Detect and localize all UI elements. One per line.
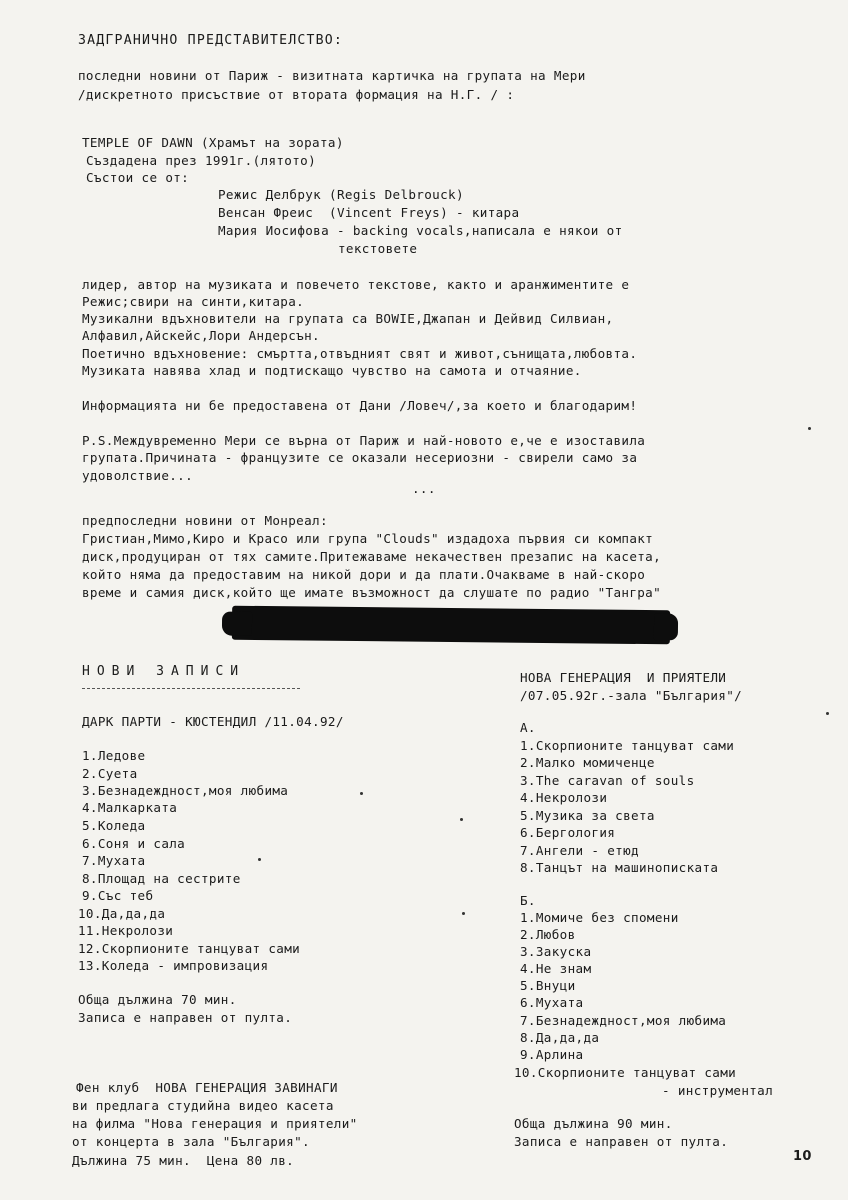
track-item: 5.Внуци <box>520 978 576 993</box>
record-length: Обща дължина 90 мин. <box>514 1116 673 1131</box>
track-item: 6.Мухата <box>520 995 584 1010</box>
track-item: 1.Скорпионите танцуват сами <box>520 738 735 753</box>
track-item: 10.Скорпионите танцуват сами <box>514 1065 737 1080</box>
band-member: Режис Делбрук (Regis Delbrouck) <box>218 187 464 202</box>
track-item: 1.Ледове <box>82 748 146 763</box>
detail-line: Алфавил,Айскейс,Лори Андерсън. <box>82 328 320 343</box>
band-name: TEMPLE OF DAWN (Храмът на зората) <box>82 135 344 150</box>
band-member: Мария Иосифова - backing vocals,написала е някои от <box>218 223 623 238</box>
track-item: 10.Да,да,да <box>78 906 166 921</box>
speck <box>258 858 261 861</box>
track-item: 8.Площад на сестрите <box>82 871 241 886</box>
track-item: 7.Безнадеждност,моя любима <box>520 1013 727 1028</box>
record-source: Записа е направен от пулта. <box>514 1134 729 1149</box>
track-item: 6.Бергология <box>520 825 616 840</box>
track-item: 13.Коледа - импровизация <box>78 958 269 973</box>
band-member: Венсан Фреис (Vincent Freys) - китара <box>218 205 520 220</box>
detail-line: лидер, автор на музиката и повечето текстове, както и аранжиментите е <box>82 277 630 292</box>
new-records-heading: НОВИ ЗАПИСИ <box>82 664 246 679</box>
montreal-line: Гристиан,Мимо,Киро и Красо или група "Clouds" издадоха първия си компакт <box>82 531 654 546</box>
speck <box>460 818 463 821</box>
track-item: 3.The caravan of souls <box>520 773 695 788</box>
heading-underline <box>82 688 300 689</box>
speck <box>462 912 465 915</box>
fanclub-line: Фен клуб НОВА ГЕНЕРАЦИЯ ЗАВИНАГИ <box>76 1080 338 1095</box>
track-item: 2.Любов <box>520 927 576 942</box>
record-length: Обща дължина 70 мин. <box>78 992 237 1007</box>
track-item: 12.Скорпионите танцуват сами <box>78 941 301 956</box>
track-item: 3.Безнадеждност,моя любима <box>82 783 289 798</box>
detail-line: Режис;свири на синти,китара. <box>82 294 305 309</box>
montreal-line: предпоследни новини от Монреал: <box>82 513 328 528</box>
track-item: 5.Музика за света <box>520 808 655 823</box>
track-item: 5.Коледа <box>82 818 146 833</box>
intro-line: последни новини от Париж - визитната картичка на групата на Мери <box>78 68 586 83</box>
track-item: 9.Със теб <box>82 888 154 903</box>
intro-line: /дискретното присъствие от втората формация на Н.Г. / : <box>78 87 515 102</box>
track-item: 3.Закуска <box>520 944 592 959</box>
ps-line: групата.Причината - французите се оказали несериозни - свирели само за <box>82 450 638 465</box>
fanclub-line: на филма "Нова генерация и приятели" <box>72 1116 358 1131</box>
fanclub-line: ви предлага студийна видео касета <box>72 1098 334 1113</box>
speck <box>826 712 829 715</box>
track-item: 2.Суета <box>82 766 138 781</box>
track-item: 8.Танцът на машинописката <box>520 860 719 875</box>
speck <box>808 427 811 430</box>
redaction-bar <box>232 606 670 645</box>
track-item: 1.Момиче без спомени <box>520 910 679 925</box>
right-concert-title: НОВА ГЕНЕРАЦИЯ И ПРИЯТЕЛИ <box>520 670 727 685</box>
track-item: 6.Соня и сала <box>82 836 186 851</box>
track-item-cont: - инструментал <box>662 1083 774 1098</box>
detail-line: Музиката навява хлад и подтискащо чувство на самота и отчаяние. <box>82 363 582 378</box>
separator: ... <box>412 481 436 496</box>
fanclub-line: от концерта в зала "България". <box>72 1134 310 1149</box>
track-item: 2.Малко момиченце <box>520 755 655 770</box>
track-item: 4.Не знам <box>520 961 592 976</box>
ps-line: удоволствие... <box>82 468 194 483</box>
side-label: Б. <box>520 893 536 908</box>
right-concert-date: /07.05.92г.-зала "България"/ <box>520 688 743 703</box>
track-item: 4.Некролози <box>520 790 608 805</box>
detail-line: Музикални вдъхновители на групата са BOWIE,Джапан и Дейвид Силвиан, <box>82 311 614 326</box>
band-founded: Създадена през 1991г.(лятото) <box>86 153 317 168</box>
track-item: 7.Мухата <box>82 853 146 868</box>
track-item: 4.Малкарката <box>82 800 178 815</box>
page-number: 10 <box>793 1149 812 1164</box>
record-source: Записа е направен от пулта. <box>78 1010 293 1025</box>
concert-title: ДАРК ПАРТИ - КЮСТЕНДИЛ /11.04.92/ <box>82 714 344 729</box>
speck <box>360 792 363 795</box>
track-item: 7.Ангели - етюд <box>520 843 639 858</box>
track-item: 9.Арлина <box>520 1047 584 1062</box>
section-title: ЗАДГРАНИЧНО ПРЕДСТАВИТЕЛСТВО: <box>78 33 344 48</box>
detail-line: Поетично вдъхновение: смъртта,отвъдният свят и живот,сънищата,любовта. <box>82 346 638 361</box>
montreal-line: който няма да предоставим на никой дори и да плати.Очакваме в най-скоро <box>82 567 646 582</box>
track-item: 11.Некролози <box>78 923 174 938</box>
montreal-line: диск,продуциран от тях самите.Притежаваме некачествен презапис на касета, <box>82 549 662 564</box>
ps-line: P.S.Междувременно Мери се върна от Париж и най-новото е,че е изоставила <box>82 433 646 448</box>
montreal-line: време и самия диск,който ще имате възможност да слушате по радио "Тангра" <box>82 585 662 600</box>
band-member-cont: текстовете <box>338 241 418 256</box>
band-members-label: Състои се от: <box>86 170 190 185</box>
fanclub-line: Дължина 75 мин. Цена 80 лв. <box>72 1153 295 1168</box>
track-item: 8.Да,да,да <box>520 1030 600 1045</box>
info-line: Информацията ни бе предоставена от Дани /Ловеч/,за което и благодарим! <box>82 398 638 413</box>
side-label: А. <box>520 720 536 735</box>
